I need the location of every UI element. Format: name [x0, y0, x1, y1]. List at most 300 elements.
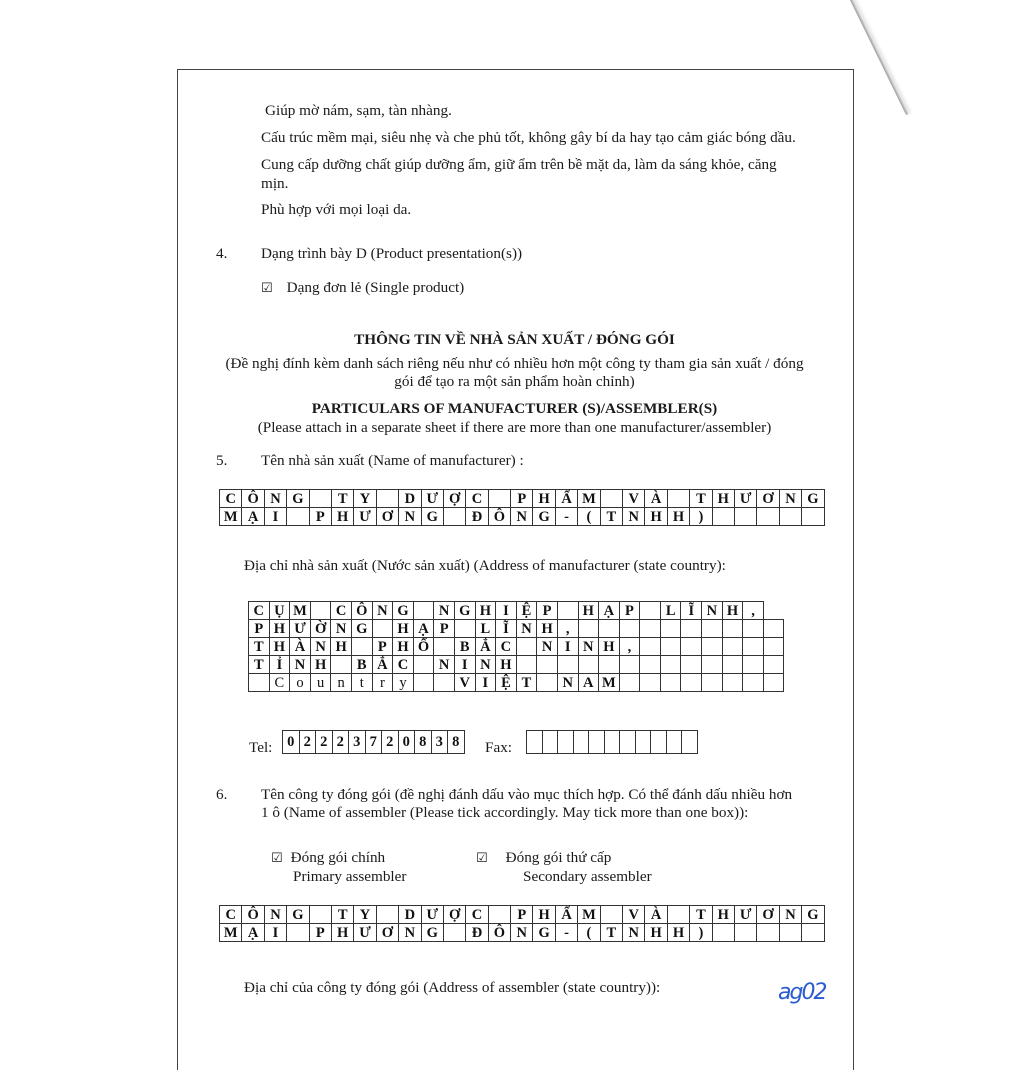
grid-cell[interactable]	[287, 508, 309, 526]
grid-cell[interactable]	[372, 620, 393, 638]
grid-cell[interactable]	[763, 620, 784, 638]
grid-cell[interactable]: M	[220, 508, 242, 526]
grid-cell[interactable]: M	[578, 906, 600, 924]
grid-cell[interactable]: I	[264, 508, 286, 526]
grid-cell[interactable]: Ạ	[599, 602, 620, 620]
grid-cell[interactable]: Ờ	[310, 620, 331, 638]
grid-cell[interactable]: G	[454, 602, 475, 620]
digit-cell[interactable]	[666, 731, 682, 754]
grid-cell[interactable]: )	[690, 508, 712, 526]
grid-cell[interactable]: Ơ	[376, 924, 398, 942]
grid-cell[interactable]: Ẩ	[555, 490, 577, 508]
grid-cell[interactable]	[619, 674, 640, 692]
secondary-assembler-label-vi: Đóng gói thứ cấp	[505, 849, 612, 866]
grid-cell[interactable]	[681, 674, 702, 692]
digit-cell[interactable]: 2	[382, 731, 399, 754]
grid-cell[interactable]: G	[351, 620, 372, 638]
grid-cell[interactable]	[443, 508, 465, 526]
grid-cell[interactable]	[376, 906, 398, 924]
checkbox-checked-icon[interactable]: ☑	[476, 851, 488, 866]
grid-cell[interactable]: Ư	[354, 508, 376, 526]
grid-row	[220, 906, 825, 924]
grid-cell[interactable]: (	[578, 924, 600, 942]
primary-assembler-option[interactable]	[271, 849, 385, 868]
grid-row	[220, 924, 825, 942]
grid-cell[interactable]	[802, 924, 824, 942]
grid-cell[interactable]	[310, 602, 331, 620]
assembler-label-line-1: Tên công ty đóng gói (đề nghị đánh dấu vào mục thích hợp. Có thể đánh dấu nhiều hơn	[261, 786, 793, 803]
grid-cell[interactable]	[702, 638, 723, 656]
grid-cell[interactable]: N	[702, 602, 723, 620]
grid-cell[interactable]	[702, 674, 723, 692]
digit-cell[interactable]	[651, 731, 667, 754]
grid-cell[interactable]: T	[690, 490, 712, 508]
grid-cell[interactable]	[757, 924, 779, 942]
grid-cell[interactable]	[667, 906, 689, 924]
grid-cell[interactable]: G	[533, 924, 555, 942]
grid-cell[interactable]: À	[645, 906, 667, 924]
grid-cell[interactable]: N	[264, 490, 286, 508]
grid-cell[interactable]	[537, 674, 558, 692]
grid-cell[interactable]: P	[537, 602, 558, 620]
grid-cell[interactable]: H	[331, 924, 353, 942]
grid-cell[interactable]: o	[290, 674, 311, 692]
grid-cell[interactable]: B	[351, 656, 372, 674]
digit-cell[interactable]: 7	[365, 731, 382, 754]
grid-cell[interactable]: Ệ	[516, 602, 537, 620]
grid-cell[interactable]: N	[399, 924, 421, 942]
grid-cell[interactable]	[660, 638, 681, 656]
grid-cell[interactable]: T	[249, 656, 270, 674]
digit-cell[interactable]: 8	[448, 731, 465, 754]
grid-cell[interactable]	[434, 674, 455, 692]
grid-cell[interactable]: N	[264, 906, 286, 924]
grid-cell[interactable]	[660, 620, 681, 638]
grid-cell[interactable]: P	[434, 620, 455, 638]
description-line-4: mịn.	[261, 175, 289, 192]
grid-cell[interactable]	[309, 906, 331, 924]
description-line-3: Cung cấp dưỡng chất giúp dưỡng ẩm, giữ ẩm trên bề mặt da, làm da sáng khỏe, căng	[261, 156, 777, 173]
grid-cell[interactable]: P	[249, 620, 270, 638]
manufacturer-address-label: Địa chỉ nhà sản xuất (Nước sản xuất) (Address of manufacturer (state country):	[244, 557, 726, 574]
grid-cell[interactable]: Ư	[421, 490, 443, 508]
grid-cell[interactable]: C	[220, 490, 242, 508]
grid-row	[249, 656, 784, 674]
grid-cell[interactable]: P	[511, 906, 533, 924]
digit-cell[interactable]	[542, 731, 558, 754]
grid-cell[interactable]: Ơ	[757, 906, 779, 924]
digit-cell[interactable]	[682, 731, 698, 754]
grid-cell[interactable]: N	[557, 674, 578, 692]
grid-cell[interactable]: I	[264, 924, 286, 942]
grid-cell[interactable]: M	[578, 490, 600, 508]
grid-cell[interactable]: Đ	[466, 508, 488, 526]
grid-cell[interactable]	[488, 906, 510, 924]
grid-row	[249, 620, 784, 638]
grid-cell[interactable]: T	[331, 906, 353, 924]
grid-cell[interactable]: Đ	[466, 924, 488, 942]
grid-cell[interactable]: G	[393, 602, 414, 620]
grid-cell[interactable]	[619, 656, 640, 674]
page-fold-line	[850, 0, 909, 115]
grid-cell[interactable]: N	[779, 490, 801, 508]
grid-cell[interactable]: M	[599, 674, 620, 692]
grid-cell[interactable]: I	[557, 638, 578, 656]
grid-cell[interactable]: H	[533, 490, 555, 508]
grid-cell[interactable]: H	[331, 638, 352, 656]
grid-cell[interactable]: Ư	[354, 924, 376, 942]
grid-cell[interactable]: N	[434, 656, 455, 674]
digit-cell[interactable]	[558, 731, 574, 754]
secondary-assembler-option[interactable]	[476, 849, 611, 868]
grid-cell[interactable]: H	[269, 620, 290, 638]
grid-cell[interactable]	[734, 508, 756, 526]
grid-cell[interactable]: N	[516, 620, 537, 638]
grid-cell[interactable]	[600, 906, 622, 924]
grid-cell[interactable]	[640, 674, 661, 692]
grid-cell[interactable]: H	[475, 602, 496, 620]
grid-cell[interactable]: I	[496, 602, 517, 620]
grid-cell[interactable]: D	[399, 906, 421, 924]
grid-cell[interactable]: G	[802, 906, 824, 924]
grid-cell[interactable]: T	[516, 674, 537, 692]
grid-cell[interactable]	[681, 638, 702, 656]
grid-cell[interactable]: P	[511, 490, 533, 508]
grid-cell[interactable]: ,	[743, 602, 764, 620]
grid-cell[interactable]: Ô	[242, 490, 264, 508]
digit-cell[interactable]	[573, 731, 589, 754]
grid-cell[interactable]: P	[309, 924, 331, 942]
grid-cell[interactable]: V	[454, 674, 475, 692]
grid-cell[interactable]: P	[309, 508, 331, 526]
grid-cell[interactable]: M	[220, 924, 242, 942]
grid-cell[interactable]: Ơ	[376, 508, 398, 526]
grid-cell[interactable]	[763, 656, 784, 674]
grid-cell[interactable]	[351, 638, 372, 656]
section-5-number: 5.	[216, 452, 228, 469]
digit-cell[interactable]	[604, 731, 620, 754]
digit-cell[interactable]: 3	[431, 731, 448, 754]
grid-cell[interactable]: M	[290, 602, 311, 620]
grid-cell[interactable]	[779, 508, 801, 526]
grid-cell[interactable]	[287, 924, 309, 942]
grid-cell[interactable]: Ạ	[242, 508, 264, 526]
grid-cell[interactable]: P	[372, 638, 393, 656]
grid-cell[interactable]: G	[421, 924, 443, 942]
digit-cell[interactable]: 2	[299, 731, 316, 754]
grid-cell[interactable]: G	[421, 508, 443, 526]
digit-cell[interactable]: 0	[398, 731, 415, 754]
grid-cell[interactable]: Ơ	[757, 490, 779, 508]
grid-cell[interactable]	[779, 924, 801, 942]
grid-cell[interactable]	[599, 620, 620, 638]
digit-cell[interactable]: 0	[283, 731, 300, 754]
grid-cell[interactable]: H	[645, 508, 667, 526]
grid-cell[interactable]: H	[722, 602, 743, 620]
tel-number-grid[interactable]	[282, 730, 465, 754]
primary-assembler-label-en: Primary assembler	[293, 868, 407, 885]
grid-cell[interactable]: N	[399, 508, 421, 526]
grid-cell[interactable]: -	[555, 924, 577, 942]
grid-cell[interactable]	[743, 620, 764, 638]
digit-cell[interactable]: 2	[316, 731, 333, 754]
grid-cell[interactable]: n	[331, 674, 352, 692]
grid-cell[interactable]	[722, 656, 743, 674]
grid-cell[interactable]: H	[712, 490, 734, 508]
grid-cell[interactable]: Ạ	[413, 620, 434, 638]
grid-cell[interactable]: H	[310, 656, 331, 674]
assembler-name-grid[interactable]	[219, 905, 825, 942]
grid-cell[interactable]	[681, 656, 702, 674]
grid-cell[interactable]: H	[712, 906, 734, 924]
grid-cell[interactable]	[743, 638, 764, 656]
grid-cell[interactable]	[599, 656, 620, 674]
particulars-note-vi-line-2: gói để tạo ra một sản phẩm hoàn chỉnh)	[394, 373, 635, 390]
grid-cell[interactable]	[309, 490, 331, 508]
grid-cell[interactable]: H	[393, 620, 414, 638]
grid-cell[interactable]: H	[269, 638, 290, 656]
grid-cell[interactable]	[600, 490, 622, 508]
grid-cell[interactable]: T	[249, 638, 270, 656]
grid-cell[interactable]	[376, 490, 398, 508]
grid-cell[interactable]: Y	[354, 906, 376, 924]
digit-cell[interactable]: 8	[415, 731, 432, 754]
grid-cell[interactable]	[743, 674, 764, 692]
grid-cell[interactable]: N	[372, 602, 393, 620]
grid-cell[interactable]: (	[578, 508, 600, 526]
grid-cell[interactable]: G	[287, 490, 309, 508]
grid-cell[interactable]: Ư	[734, 490, 756, 508]
fax-number-grid[interactable]	[526, 730, 698, 754]
grid-cell[interactable]	[802, 508, 824, 526]
particulars-title-en: PARTICULARS OF MANUFACTURER (S)/ASSEMBLER(S)	[311, 400, 718, 417]
grid-cell[interactable]	[413, 674, 434, 692]
digit-cell[interactable]	[589, 731, 605, 754]
grid-cell[interactable]	[712, 924, 734, 942]
tel-label: Tel:	[249, 739, 273, 756]
digit-cell[interactable]	[635, 731, 651, 754]
digit-cell[interactable]: 2	[332, 731, 349, 754]
grid-cell[interactable]	[557, 656, 578, 674]
grid-cell[interactable]	[516, 656, 537, 674]
grid-cell[interactable]: Ắ	[372, 656, 393, 674]
grid-cell[interactable]: A	[578, 674, 599, 692]
grid-cell[interactable]	[757, 508, 779, 526]
grid-cell[interactable]	[516, 638, 537, 656]
grid-cell[interactable]: Ụ	[269, 602, 290, 620]
grid-cell[interactable]: G	[287, 906, 309, 924]
grid-cell[interactable]	[557, 602, 578, 620]
grid-cell[interactable]: T	[600, 508, 622, 526]
grid-cell[interactable]: C	[466, 906, 488, 924]
grid-cell[interactable]	[660, 656, 681, 674]
grid-cell[interactable]: N	[290, 656, 311, 674]
grid-cell[interactable]: H	[393, 638, 414, 656]
grid-cell[interactable]: Ệ	[496, 674, 517, 692]
grid-cell[interactable]: Ô	[488, 924, 510, 942]
grid-cell[interactable]: N	[623, 924, 645, 942]
grid-cell[interactable]	[702, 656, 723, 674]
grid-cell[interactable]: Y	[354, 490, 376, 508]
fax-digits-row	[527, 731, 698, 754]
grid-cell[interactable]	[640, 602, 661, 620]
grid-cell[interactable]: Ư	[421, 906, 443, 924]
grid-cell[interactable]: Ĩ	[496, 620, 517, 638]
grid-cell[interactable]: Ỉ	[269, 656, 290, 674]
grid-cell[interactable]	[640, 638, 661, 656]
grid-cell[interactable]: À	[645, 490, 667, 508]
grid-cell[interactable]: N	[779, 906, 801, 924]
grid-cell[interactable]: N	[475, 656, 496, 674]
grid-cell[interactable]: H	[667, 508, 689, 526]
grid-cell[interactable]: r	[372, 674, 393, 692]
grid-cell[interactable]: Ô	[488, 508, 510, 526]
grid-cell[interactable]	[578, 656, 599, 674]
grid-cell[interactable]	[734, 924, 756, 942]
grid-cell[interactable]: N	[331, 620, 352, 638]
grid-cell[interactable]: C	[496, 638, 517, 656]
grid-cell[interactable]: Ổ	[413, 638, 434, 656]
grid-cell[interactable]	[640, 656, 661, 674]
grid-cell[interactable]: H	[599, 638, 620, 656]
section-4-title: Dạng trình bày D (Product presentation(s))	[261, 245, 523, 262]
grid-cell[interactable]: N	[310, 638, 331, 656]
grid-cell[interactable]	[667, 490, 689, 508]
grid-cell[interactable]: C	[331, 602, 352, 620]
grid-cell[interactable]: I	[454, 656, 475, 674]
digit-cell[interactable]: 3	[349, 731, 366, 754]
grid-row	[249, 674, 784, 692]
grid-cell[interactable]	[763, 638, 784, 656]
grid-cell[interactable]	[443, 924, 465, 942]
grid-cell[interactable]	[537, 656, 558, 674]
grid-cell[interactable]: C	[393, 656, 414, 674]
grid-cell[interactable]: -	[555, 508, 577, 526]
grid-cell[interactable]: L	[660, 602, 681, 620]
description-line-1: Giúp mờ nám, sạm, tàn nhàng.	[265, 102, 452, 119]
grid-cell[interactable]: ,	[557, 620, 578, 638]
grid-cell[interactable]	[331, 656, 352, 674]
grid-cell[interactable]: Ẩ	[555, 906, 577, 924]
grid-cell[interactable]: H	[578, 602, 599, 620]
grid-cell[interactable]	[454, 620, 475, 638]
grid-cell[interactable]	[578, 620, 599, 638]
description-line-2: Cấu trúc mềm mại, siêu nhẹ và che phủ tốt, không gây bí da hay tạo cảm giác bóng dầu.	[261, 129, 796, 146]
grid-cell[interactable]: V	[623, 906, 645, 924]
grid-cell[interactable]: I	[475, 674, 496, 692]
grid-cell[interactable]	[722, 674, 743, 692]
grid-cell[interactable]: Ư	[734, 906, 756, 924]
section-4-number: 4.	[216, 245, 228, 262]
grid-cell[interactable]: G	[533, 508, 555, 526]
grid-cell[interactable]: T	[600, 924, 622, 942]
grid-cell[interactable]: C	[249, 602, 270, 620]
grid-cell[interactable]: Ư	[290, 620, 311, 638]
grid-cell[interactable]: G	[802, 490, 824, 508]
grid-cell[interactable]: À	[290, 638, 311, 656]
secondary-assembler-label-en: Secondary assembler	[523, 868, 652, 885]
grid-cell[interactable]: P	[619, 602, 640, 620]
grid-cell[interactable]	[413, 602, 434, 620]
grid-cell[interactable]: H	[533, 906, 555, 924]
grid-cell[interactable]: N	[578, 638, 599, 656]
grid-cell[interactable]: C	[220, 906, 242, 924]
grid-cell[interactable]: H	[496, 656, 517, 674]
grid-cell[interactable]: V	[623, 490, 645, 508]
grid-cell[interactable]: L	[475, 620, 496, 638]
grid-cell[interactable]: Ĩ	[681, 602, 702, 620]
grid-cell[interactable]: D	[399, 490, 421, 508]
grid-row	[249, 602, 784, 620]
grid-cell[interactable]	[413, 656, 434, 674]
grid-cell[interactable]	[681, 620, 702, 638]
grid-cell[interactable]: Ợ	[443, 490, 465, 508]
primary-assembler-label-vi: Đóng gói chính	[290, 849, 386, 866]
grid-cell[interactable]	[743, 656, 764, 674]
grid-cell[interactable]	[434, 638, 455, 656]
grid-cell[interactable]	[640, 620, 661, 638]
grid-cell[interactable]: Ô	[351, 602, 372, 620]
grid-cell[interactable]: H	[537, 620, 558, 638]
grid-row	[220, 490, 825, 508]
grid-cell[interactable]: N	[623, 508, 645, 526]
grid-cell[interactable]: Ắ	[475, 638, 496, 656]
checkbox-checked-icon[interactable]: ☑	[261, 281, 273, 296]
grid-cell[interactable]	[619, 620, 640, 638]
particulars-note-en: (Please attach in a separate sheet if there are more than one manufacturer/assembler)	[257, 419, 772, 436]
grid-cell[interactable]: N	[511, 924, 533, 942]
grid-cell[interactable]: )	[690, 924, 712, 942]
grid-cell[interactable]	[488, 490, 510, 508]
grid-cell[interactable]: Ô	[242, 906, 264, 924]
grid-cell[interactable]	[702, 620, 723, 638]
grid-cell[interactable]	[722, 638, 743, 656]
manufacturer-name-grid[interactable]	[219, 489, 825, 526]
grid-cell[interactable]	[249, 674, 270, 692]
grid-cell[interactable]: Ợ	[443, 906, 465, 924]
grid-cell[interactable]: N	[537, 638, 558, 656]
grid-cell[interactable]: N	[434, 602, 455, 620]
digit-cell[interactable]	[527, 731, 543, 754]
grid-cell[interactable]: T	[690, 906, 712, 924]
grid-cell[interactable]: y	[393, 674, 414, 692]
grid-cell[interactable]	[763, 674, 784, 692]
grid-cell[interactable]: C	[269, 674, 290, 692]
grid-cell[interactable]: u	[310, 674, 331, 692]
grid-cell[interactable]: B	[454, 638, 475, 656]
checkbox-checked-icon[interactable]: ☑	[271, 851, 283, 866]
grid-cell[interactable]: C	[466, 490, 488, 508]
grid-cell[interactable]: H	[331, 508, 353, 526]
grid-cell[interactable]: Ạ	[242, 924, 264, 942]
grid-cell[interactable]: H	[667, 924, 689, 942]
digit-cell[interactable]	[620, 731, 636, 754]
section-6-number: 6.	[216, 786, 228, 803]
grid-cell[interactable]: T	[331, 490, 353, 508]
single-product-option[interactable]	[261, 279, 464, 298]
grid-cell[interactable]: H	[645, 924, 667, 942]
grid-row	[220, 508, 825, 526]
grid-cell[interactable]: N	[511, 508, 533, 526]
assembler-address-label: Địa chỉ của công ty đóng gói (Address of assembler (state country)):	[244, 979, 661, 996]
description-line-5: Phù hợp với mọi loại da.	[261, 201, 412, 218]
grid-cell[interactable]	[722, 620, 743, 638]
grid-cell[interactable]	[660, 674, 681, 692]
grid-cell[interactable]: t	[351, 674, 372, 692]
grid-cell[interactable]	[712, 508, 734, 526]
grid-cell[interactable]: ,	[619, 638, 640, 656]
manufacturer-address-grid[interactable]	[248, 601, 784, 692]
